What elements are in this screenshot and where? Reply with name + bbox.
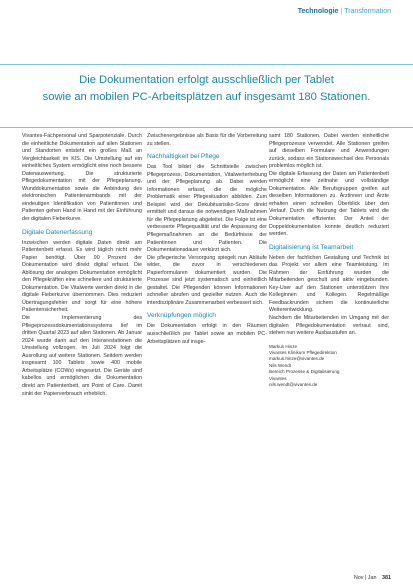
section-heading: Digitalisierung ist Teamarbeit xyxy=(269,243,354,251)
paragraph: Vivantes-Fachpersonal und Sparpotenziale. Durch die einheitliche Dokumentation auf allen Stationen und Standorten entsteht ein großes Maß an Vergleichbarkeit im KIS. Die Umstellung auf ein einheitliches System ermöglicht eine noch bessere Datenauswertung. Die strukturierte Pflegedokumentation mit der Pflegeplanung, Wunddokumentation sowie die Anbindung des elektronischen Patientenarmbands mit der eindeutigen Identifikation von Patientinnen und Patienten gehen Hand in Hand mit der Einführung der digitalen Fieberkurve. xyxy=(22,133,142,223)
issue-label: Nov | Jan xyxy=(353,575,377,581)
page-footer xyxy=(354,575,391,581)
author-line: Markus Hinze xyxy=(269,343,298,349)
author-line: Vivantes xyxy=(269,375,287,381)
paragraph: Die digitale Erfassung der Daten am Patientenbett ermöglicht eine zeitnahe und vollständige Dokumentation. Alle Berufsgruppen greifen auf dieselben Informationen zu. Ärztinnen und Ärzte erhalten einen schnellen Überblick über den Verlauf. Durch die Nutzung der Tablets wird die Dokumentation effizienter. Der Anteil der Doppeldokumentation konnte deutlich reduziert werden. xyxy=(269,170,389,238)
paragraph: Das Tool bildet die Schnittstelle zwischen Pflegeprozess, Dokumentation, Vitalwerterhebung und der Pflegeplanung ab. Dabei werden Informationen erfasst, die die mögliche Problematik einer Pflegesituation abbilden. Zum Beispiel wird der Dekubitusrisiko-Score direkt ermittelt und daraus die notwendigen Maßnahmen für die Pflegeplanung abgeleitet. Die Folge ist eine verbesserte Pflegequalität und die Anpassung der Pflegemaßnahmen an die Bedürfnisse der Patientinnen und Patienten. Die Dokumentationsdauer verkürzt sich. xyxy=(147,164,267,254)
paragraph: Die pflegerische Versorgung spiegelt nun Abläufe wider, die zuvor in verschiedenen Papierformularen dokumentiert wurden. Die Prozesse sind jetzt systematisch und einheitlich gestaltet. Die Pflegenden können Informationen schneller abrufen und gezielter nutzen. Auch die interdisziplinäre Zusammenarbeit verbessert sich. xyxy=(147,254,267,306)
column-3 xyxy=(269,133,389,389)
author-line: Vivantes Klinikum Pflegedirektion xyxy=(269,350,337,356)
author-line: Bereich Prozesse & Digitalisierung xyxy=(269,369,340,375)
section-header xyxy=(298,8,391,15)
subsection-label: Transformation xyxy=(344,8,391,15)
paragraph: Zwischenergebnisse als Basis für die Vorbereitung zu stellen. xyxy=(147,133,267,147)
author-email-link[interactable]: nils.wendt@vivantes.de xyxy=(269,382,318,388)
section-label: Technologie xyxy=(297,8,339,15)
section-separator: | xyxy=(340,8,343,15)
column-1 xyxy=(22,133,142,398)
author-block xyxy=(269,344,389,389)
pull-quote-line-1: Die Dokumentation erfolgt ausschließlich per Tablet xyxy=(79,74,334,86)
column-2 xyxy=(147,133,267,346)
author-email-link[interactable]: markus.hinze@vivantes.de xyxy=(269,356,325,362)
paragraph: Die Implementierung des Pflegeprozessdokumentationssystems lief im dritten Quartal 2023 auf allen Stationen. Ab Januar 2024 wurde dann auf den Intensivstationen die Umstellung vollzogen. Im Juli 2024 folgt die Ausrollung auf weitere Stationen. Seitdem werden insgesamt 100 Tablets sowie 400 mobile Arbeitsplätze (COWs) eingesetzt. Die Geräte sind kabellos und ermöglichen die Dokumentation direkt am Patientenbett, am Point of Care. Damit sinkt der Papierverbrauch erheblich. xyxy=(22,315,142,397)
paragraph: Die Dokumentation erfolgt in den Räumen ausschließlich per Tablet sowie an mobilen PC-Arbeitsplätzen auf insge- xyxy=(147,323,267,345)
headline-bottom-rule xyxy=(0,127,413,128)
paragraph: samt 180 Stationen. Dabei werden einheitliche Pflegeprozesse verwendet. Alle Stationen greifen auf dieselben Formulare und Anwendungen zurück, sodass ein Stationswechsel des Personals problemlos möglich ist. xyxy=(269,133,389,170)
section-heading: Verknüpfungen möglich xyxy=(147,312,216,320)
section-heading: Nachhaltigkeit bei Pflege xyxy=(147,153,220,161)
author-line: Nils Wendt xyxy=(269,362,292,368)
section-heading: Digitale Datenerfassung xyxy=(22,228,93,236)
paragraph: Neben der fachlichen Gestaltung und Technik ist das Projekt vor allem eine Teamleistung. Im Rahmen der Einführung wurden die Mitarbeitenden geschult und aktiv eingebunden. Key-User auf den Stationen unterstützen ihre Kolleginnen und Kollegen. Regelmäßige Feedbackrunden sichern die kontinuierliche Weiterentwicklung. xyxy=(269,254,389,314)
paragraph: Inzwischen werden digitale Daten direkt am Patientenbett erfasst. Es wird täglich nicht mehr Papier benötigt. Über 90 Prozent der Dokumentation wird direkt digital erfasst. Die Ablösung der analogen Dokumentation ermöglicht den Pflegekräften eine schnellere und strukturierte Dokumentation. Die Vitalwerte werden direkt in die digitale Fieberkurve übernommen. Dies reduziert Übertragungsfehler und sorgt für eine höhere Patientensicherheit. xyxy=(22,239,142,314)
paragraph: Nachdem die Mitarbeitenden im Umgang mit der digitalen Pflegedokumentation vertraut sind, stehen nun weitere Ausbaustufen an. xyxy=(269,315,389,337)
page-number: 381 xyxy=(382,575,391,581)
headline-top-rule xyxy=(0,64,413,65)
pull-quote-line-2: sowie an mobilen PC-Arbeitsplätzen auf insgesamt 180 Stationen. xyxy=(42,91,371,103)
pull-quote xyxy=(20,72,393,106)
